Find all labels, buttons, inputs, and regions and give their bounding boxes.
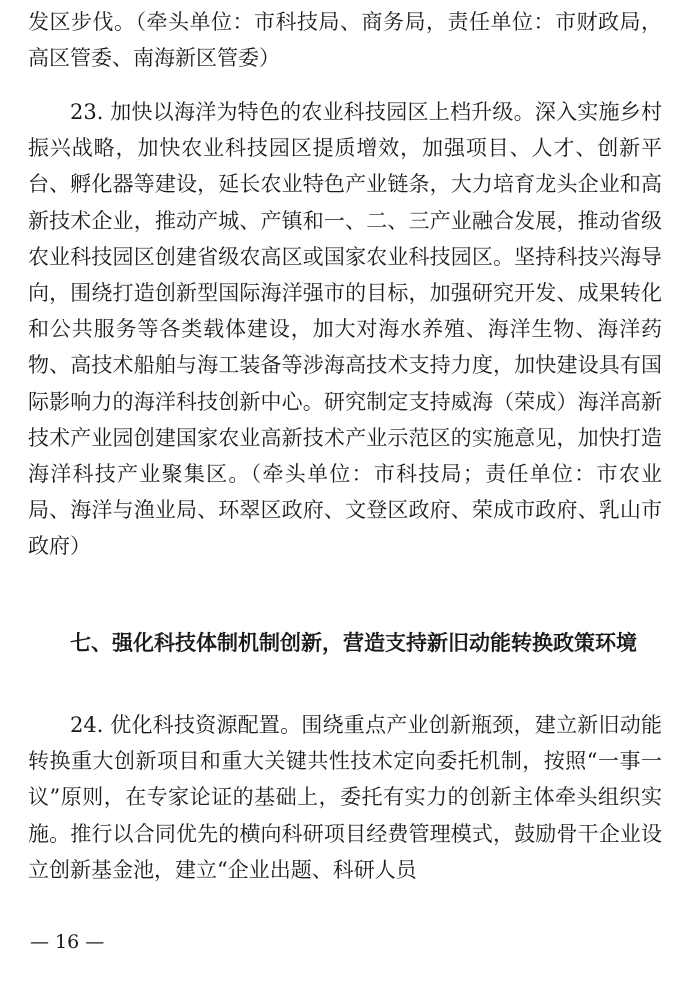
item-23-paragraph: 23. 加快以海洋为特色的农业科技园区上档升级。深入实施乡村振兴战略，加快农业科技园区提质增效，加强项目、人才、创新平台、孵化器等建设，延长农业特色产业链条，大力培育龙头企业和高新技术企业，推动产城、产镇和一、二、三产业融合发展，推动省级农业科技园区创建省级农高区或国家农业科技园区。坚持科技兴海导向，围绕打造创新型国际海洋强市的目标，加强研究开发、成果转化和公共服务等各类载体建设，加大对海水养殖、海洋生物、海洋药物、高技术船舶与海工装备等涉海高技术支持力度，加快建设具有国际影响力的海洋科技创新中心。研究制定支持威海（荣成）海洋高新技术产业园创建国家农业高新技术产业示范区的实施意见，加快打造海洋科技产业聚集区。（牵头单位：市科技局；责任单位：市农业局、海洋与渔业局、环翠区政府、文登区政府、荣成市政府、乳山市政府）: [28, 100, 662, 559]
item-24-paragraph: 24. 优化科技资源配置。围绕重点产业创新瓶颈，建立新旧动能转换重大创新项目和重大关键共性技术定向委托机制，按照“一事一议”原则，在专家论证的基础上，委托有实力的创新主体牵头组织实施。推行以合同优先的横向科研项目经费管理模式，鼓励骨干企业设立创新基金池，建立“企业出题、科研人员: [28, 713, 662, 882]
section-7-heading: 七、强化科技体制机制创新，营造支持新旧动能转换政策环境: [70, 631, 637, 655]
page-number: — 16 —: [30, 931, 105, 953]
continuation-paragraph: 发区步伐。（牵头单位：市科技局、商务局，责任单位：市财政局，高区管委、南海新区管委）: [28, 10, 662, 71]
